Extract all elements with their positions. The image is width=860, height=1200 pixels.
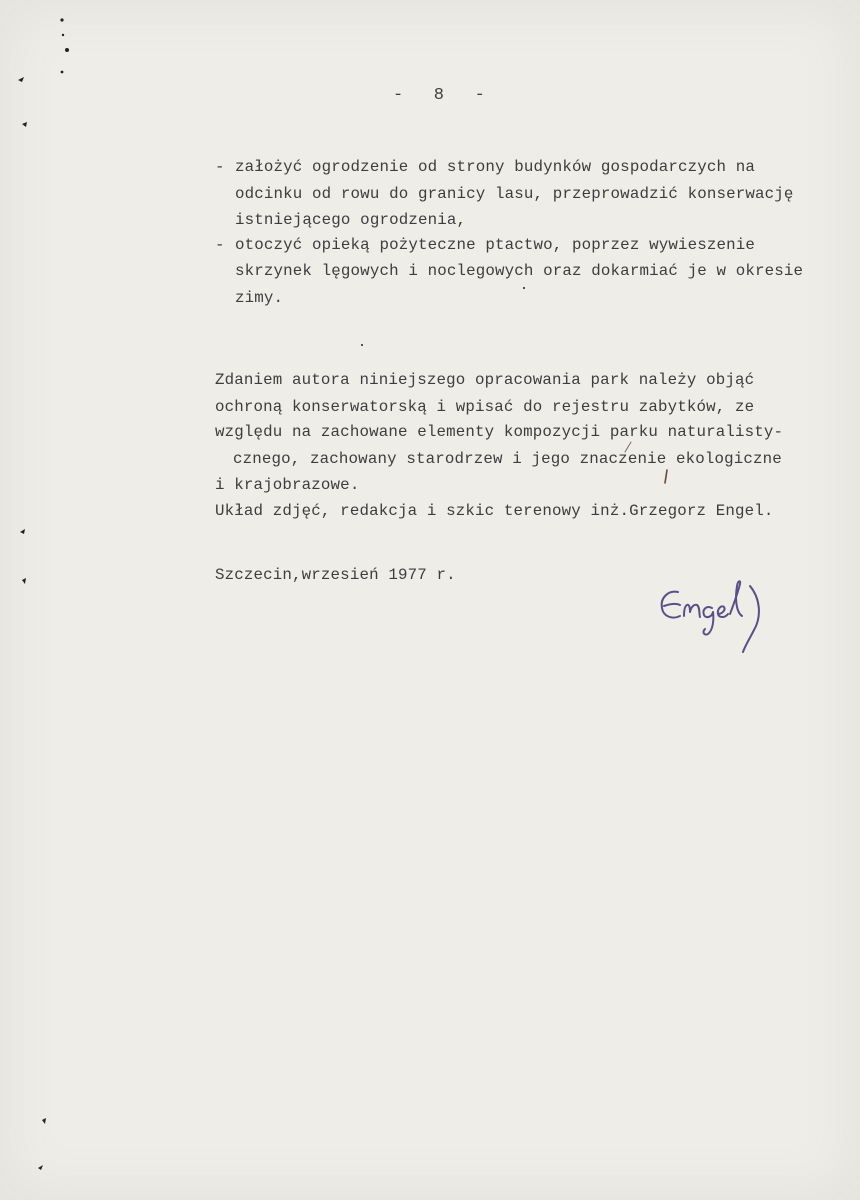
page-number: - 8 -: [393, 86, 485, 105]
conclusion-line-1: Zdaniem autora niniejszego opracowania park należy objąć: [215, 371, 755, 389]
conclusion-line-5: i krajobrazowe.: [215, 476, 360, 494]
conclusion-line-3: względu na zachowane elementy kompozycji parku naturalisty-: [215, 423, 784, 441]
list-item-1-line-1: - założyć ogrodzenie od strony budynków gospodarczych na: [215, 158, 756, 176]
list-item-2-bullet: -: [215, 236, 225, 254]
list-item-2-line-1: - otoczyć opieką pożyteczne ptactwo, poprzez wywieszenie: [215, 236, 756, 254]
pencil-mark: [662, 468, 670, 486]
list-item-2-line-3: zimy.: [235, 289, 284, 307]
conclusion-line-2: ochroną konserwatorską i wpisać do rejestru zabytków, ze: [215, 398, 755, 416]
list-item-1-bullet: -: [215, 158, 225, 176]
list-item-1-line-2: odcinku od rowu do granicy lasu, przeprowadzić konserwację: [235, 185, 794, 203]
credits-line: Układ zdjęć, redakcja i szkic terenowy inż.Grzegorz Engel.: [215, 502, 774, 520]
place-date: Szczecin,wrzesień 1977 r.: [215, 566, 456, 584]
conclusion-line-4: cznego, zachowany starodrzew i jego znaczenie ekologiczne: [233, 450, 782, 468]
signature-image: [650, 572, 800, 662]
list-item-2-line-2: skrzynek lęgowych i noclegowych oraz dokarmiać je w okresie: [235, 262, 804, 280]
list-item-1-line-3: istniejącego ogrodzenia,: [235, 211, 467, 229]
